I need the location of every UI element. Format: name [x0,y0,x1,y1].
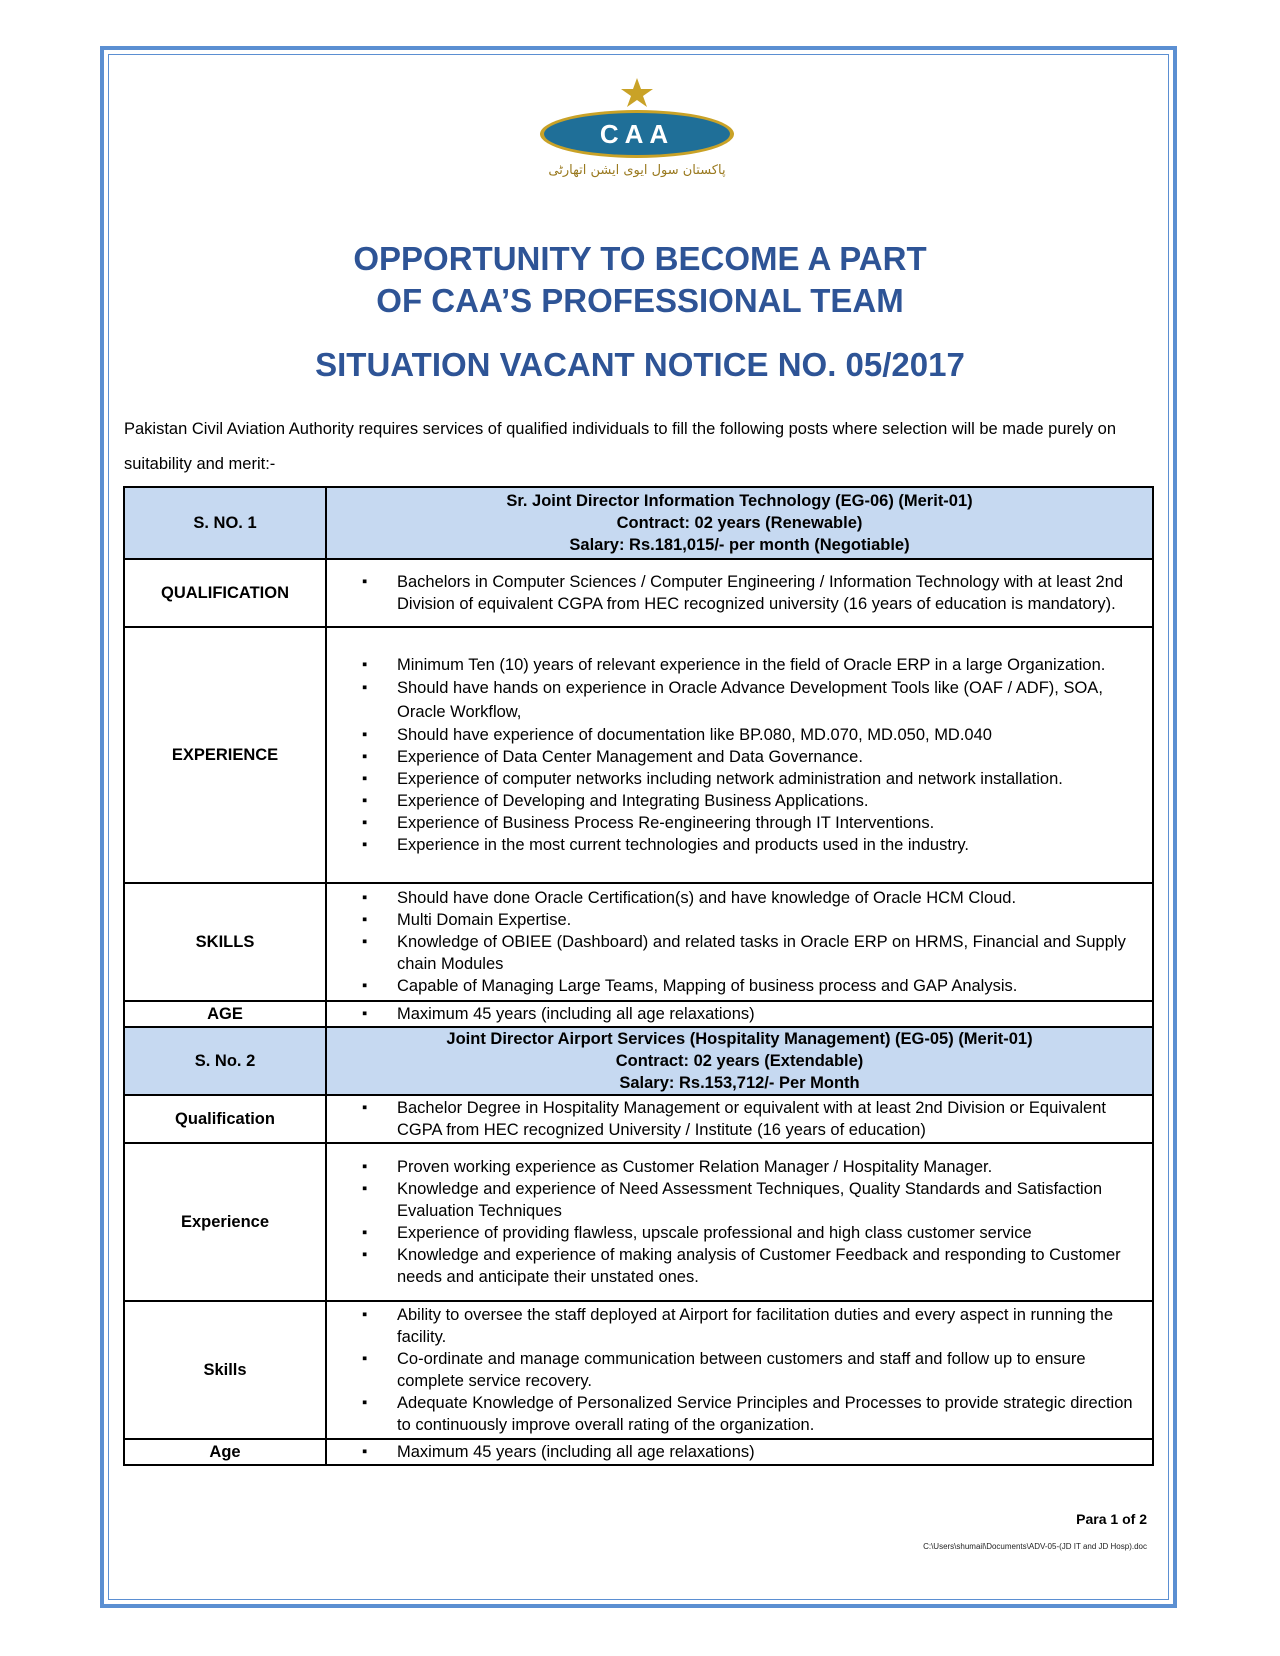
post-2-salary: Salary: Rs.153,712/- Per Month [619,1074,860,1092]
list-item: ▪ Experience of Data Center Management and Data Governance. [327,746,1148,768]
list-item: ▪ Knowledge and experience of Need Assessment Techniques, Quality Standards and Satisfaction Evaluation Techniques [327,1178,1148,1222]
post-2-header-row [124,1027,1153,1095]
list-item: ▪ Multi Domain Expertise. [327,909,1148,931]
post-2-sno: S. No. 2 [124,1027,326,1095]
post-1-skills-label: SKILLS [124,883,326,1001]
post-2-header [326,1027,1153,1095]
logo-text: CAA [599,119,675,149]
list-item: ▪ Capable of Managing Large Teams, Mapping of business process and GAP Analysis. [327,975,1148,997]
page-title [0,238,1280,322]
post-1-qualification-row [124,559,1153,627]
list-item: ▪ Adequate Knowledge of Personalized Service Principles and Processes to provide strategic direction to continuously improve overall rating of the organization. [327,1392,1148,1436]
list-item: ▪ Should have experience of documentation like BP.080, MD.070, MD.050, MD.040 [327,724,1148,746]
list-item: ▪ Experience of providing flawless, upscale professional and high class customer service [327,1222,1148,1244]
vacancy-table [123,486,1154,1466]
post-2-skills-label: Skills [124,1301,326,1439]
post-2-experience-cell [326,1143,1153,1301]
list-item: ▪ Experience of Developing and Integrating Business Applications. [327,790,1148,812]
list-item: ▪ Experience of computer networks including network administration and network installation. [327,768,1148,790]
list-item: ▪ Minimum Ten (10) years of relevant experience in the field of Oracle ERP in a large Organization. [327,654,1148,676]
star-icon [621,78,653,107]
post-2-qualification-cell [326,1095,1153,1143]
list-item: ▪ Experience in the most current technologies and products used in the industry. [327,834,1148,856]
post-2-qualification-row [124,1095,1153,1143]
page-number: Para 1 of 2 [1076,1511,1147,1527]
title-line-2: OF CAA’S PROFESSIONAL TEAM [376,282,904,319]
post-1-salary: Salary: Rs.181,015/- per month (Negotiable) [569,536,910,554]
post-2-age-label: Age [124,1439,326,1465]
logo-urdu-text: پاکستان سول ایوی ایشن اتھارٹی [548,163,726,178]
intro-paragraph: Pakistan Civil Aviation Authority requires services of qualified individuals to fill the following posts where selection will be made purely on suitability and merit:- [124,420,1117,473]
post-2-age-row [124,1439,1153,1465]
list-item: ▪ Knowledge and experience of making analysis of Customer Feedback and responding to Customer needs and anticipate their unstated ones. [327,1244,1148,1288]
post-2-title: Joint Director Airport Services (Hospitality Management) (EG-05) (Merit-01) [446,1030,1033,1048]
list-item: ▪ Maximum 45 years (including all age relaxations) [327,1441,1148,1463]
post-2-skills-row [124,1301,1153,1439]
post-1-qualification-label: QUALIFICATION [124,559,326,627]
post-1-sno: S. NO. 1 [124,487,326,559]
list-item: ▪ Should have hands on experience in Oracle Advance Development Tools like (OAF / ADF), SOA, Oracle Workflow, [327,676,1148,724]
post-1-experience-cell [326,627,1153,883]
post-2-skills-cell [326,1301,1153,1439]
post-2-qualification-label: Qualification [124,1095,326,1143]
list-item: ▪ Bachelors in Computer Sciences / Computer Engineering / Information Technology with at least 2nd Division of equivalent CGPA from HEC recognized university (16 years of education is mandatory). [327,571,1148,615]
post-1-contract: Contract: 02 years (Renewable) [616,514,863,532]
post-1-skills-cell [326,883,1153,1001]
post-1-header-row [124,487,1153,559]
caa-logo [537,76,737,186]
list-item: ▪ Knowledge of OBIEE (Dashboard) and related tasks in Oracle ERP on HRMS, Financial and Supply chain Modules [327,931,1148,975]
post-2-contract: Contract: 02 years (Extendable) [615,1052,864,1070]
post-1-age-row [124,1001,1153,1027]
list-item: ▪ Co-ordinate and manage communication between customers and staff and follow up to ensure complete service recovery. [327,1348,1148,1392]
post-1-title: Sr. Joint Director Information Technology (EG-06) (Merit-01) [506,492,973,510]
post-1-header [326,487,1153,559]
list-item: ▪ Maximum 45 years (including all age relaxations) [327,1003,1148,1025]
post-1-age-label: AGE [124,1001,326,1027]
list-item: ▪ Should have done Oracle Certification(s) and have knowledge of Oracle HCM Cloud. [327,887,1148,909]
list-item: ▪ Bachelor Degree in Hospitality Management or equivalent with at least 2nd Division or Equivalent CGPA from HEC recognized University / Institute (16 years of education) [327,1097,1148,1141]
post-2-age-cell [326,1439,1153,1465]
post-1-skills-row [124,883,1153,1001]
post-1-qualification-cell [326,559,1153,627]
notice-number: SITUATION VACANT NOTICE NO. 05/2017 [315,346,965,383]
post-2-experience-label: Experience [124,1143,326,1301]
post-1-age-cell [326,1001,1153,1027]
post-1-experience-row [124,627,1153,883]
file-path: C:\Users\shumail\Documents\ADV-05-(JD IT and JD Hosp).doc [923,1542,1147,1551]
list-item: ▪ Ability to oversee the staff deployed at Airport for facilitation duties and every aspect in running the facility. [327,1304,1148,1348]
post-2-experience-row [124,1143,1153,1301]
title-line-1: OPPORTUNITY TO BECOME A PART [353,240,927,277]
list-item: ▪ Experience of Business Process Re-engineering through IT Interventions. [327,812,1148,834]
list-item: ▪ Proven working experience as Customer Relation Manager / Hospitality Manager. [327,1156,1148,1178]
post-1-experience-label: EXPERIENCE [124,627,326,883]
